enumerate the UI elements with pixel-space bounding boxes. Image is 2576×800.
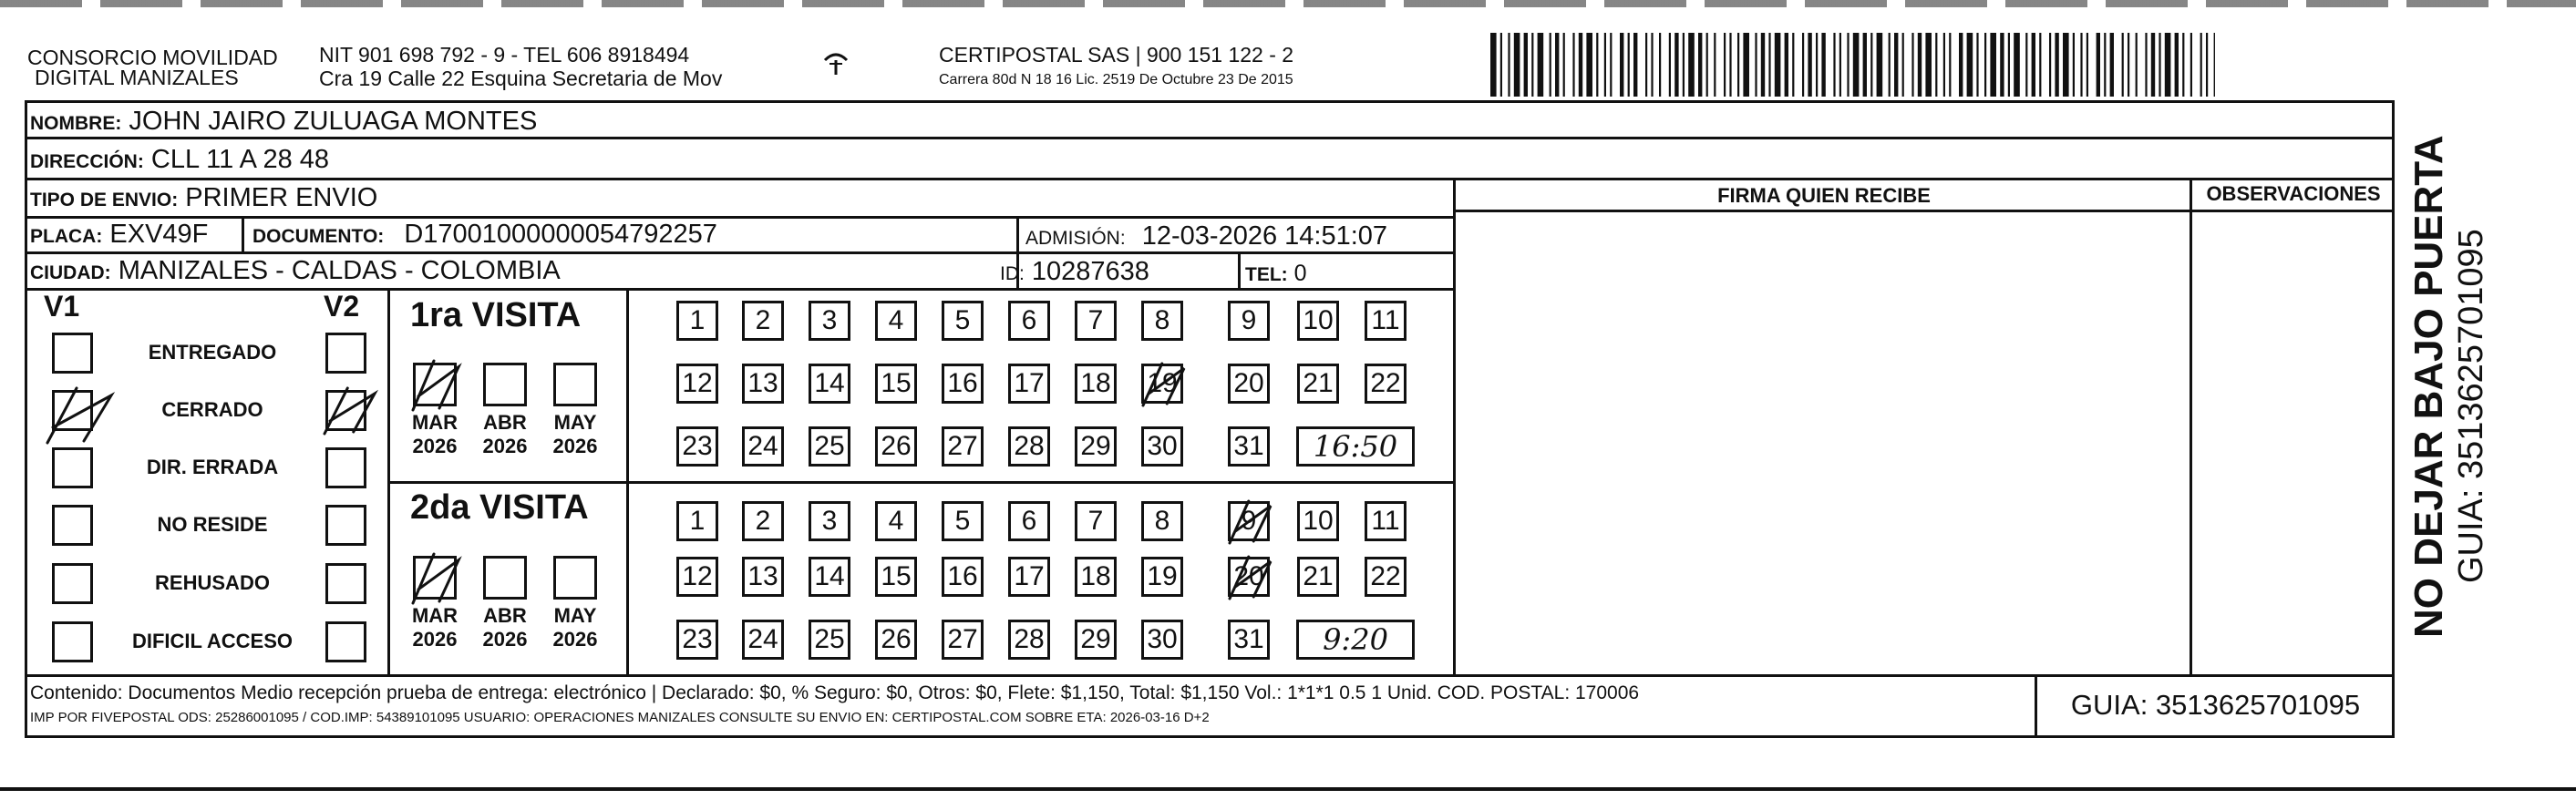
- status-label-4: NO RESIDE: [157, 513, 268, 536]
- visit2-days-day-7[interactable]: 7: [1075, 501, 1117, 541]
- company-name-line1: CONSORCIO MOVILIDAD: [27, 46, 278, 69]
- visit1-title: 1ra VISITA: [410, 296, 582, 334]
- v2-checkbox-2[interactable]: [325, 390, 366, 431]
- visit2-months-year-1: 2026: [412, 628, 458, 651]
- imp-line: IMP POR FIVEPOSTAL ODS: 25286001095 / COD.IMP: 54389101095 USUARIO: OPERACIONES MANIZALES CONSULTE SU ENVIO EN: CERTIPOSTAL.COM SOBRE ETA: 2026-03-16 D+2: [30, 710, 1210, 725]
- nombre-row: [30, 107, 537, 138]
- visit2-days-day-1[interactable]: 1: [676, 501, 718, 541]
- ciudad-label: CIUDAD:: [30, 262, 111, 283]
- no-dejar-bajo-puerta: NO DEJAR BAJO PUERTA: [2406, 135, 2451, 638]
- visit2-days-day-23[interactable]: 23: [676, 620, 718, 660]
- certipostal-address: Carrera 80d N 18 16 Lic. 2519 De Octubre 23 De 2015: [939, 72, 1293, 87]
- visit1-days-day-5[interactable]: 5: [942, 301, 984, 341]
- visit1-months-month-3: MAY: [553, 411, 597, 434]
- v2-checkbox-5[interactable]: [325, 563, 366, 604]
- visit2-months-label-3: [547, 604, 603, 651]
- v2-checkbox-6[interactable]: [325, 621, 366, 662]
- visit1-days-day-20[interactable]: 20: [1228, 364, 1270, 404]
- visit1-days-day-10[interactable]: 10: [1297, 301, 1339, 341]
- visit1-days-day-4[interactable]: 4: [875, 301, 917, 341]
- visit1-days-day-13[interactable]: 13: [742, 364, 784, 404]
- visit2-days-day-9[interactable]: 9: [1228, 501, 1270, 541]
- nombre-value: JOHN JAIRO ZULUAGA MONTES: [129, 107, 538, 136]
- visit1-months-label-2: [477, 411, 533, 458]
- visit1-days-day-3[interactable]: 3: [809, 301, 850, 341]
- tel-label: TEL:: [1245, 264, 1288, 285]
- admision-value: 12-03-2026 14:51:07: [1141, 221, 1388, 251]
- placa-label: PLACA:: [30, 226, 103, 247]
- visit1-days-day-23[interactable]: 23: [676, 426, 718, 467]
- visit2-days-day-13[interactable]: 13: [742, 557, 784, 597]
- visit1-months-box-3[interactable]: [553, 363, 597, 406]
- direccion-row: [30, 145, 329, 177]
- visit2-days-day-11[interactable]: 11: [1365, 501, 1406, 541]
- guia-box: GUIA: 3513625701095: [2070, 689, 2361, 721]
- visit2-months-label-1: [407, 604, 463, 651]
- visit2-days-day-29[interactable]: 29: [1075, 620, 1117, 660]
- visit1-days-day-30[interactable]: 30: [1141, 426, 1183, 467]
- v1-checkbox-3[interactable]: [52, 447, 93, 488]
- visit1-days-day-24[interactable]: 24: [742, 426, 784, 467]
- direccion-label: DIRECCIÓN:: [30, 151, 144, 172]
- torn-top-edge: [0, 0, 2576, 7]
- visit1-days-day-18[interactable]: 18: [1075, 364, 1117, 404]
- address-line: Cra 19 Calle 22 Esquina Secretaria de Mov: [319, 67, 723, 90]
- documento-value: D17001000000054792257: [404, 220, 717, 249]
- visit1-months-month-2: ABR: [483, 411, 527, 434]
- visit2-days-day-14[interactable]: 14: [809, 557, 850, 597]
- visit2-days-day-16[interactable]: 16: [942, 557, 984, 597]
- visit2-days-day-2[interactable]: 2: [742, 501, 784, 541]
- visit2-days-day-19[interactable]: 19: [1141, 557, 1183, 597]
- visit1-days-day-7[interactable]: 7: [1075, 301, 1117, 341]
- visit1-days-day-12[interactable]: 12: [676, 364, 718, 404]
- visit2-title: 2da VISITA: [410, 488, 589, 527]
- visit1-days-day-25[interactable]: 25: [809, 426, 850, 467]
- visit2-months-month-2: ABR: [483, 604, 527, 627]
- visit1-months-year-1: 2026: [412, 435, 458, 457]
- visit2-days-time[interactable]: 9:20: [1296, 620, 1415, 660]
- observaciones-label: OBSERVACIONES: [2206, 182, 2381, 205]
- visit1-days-day-28[interactable]: 28: [1008, 426, 1050, 467]
- visit2-days-day-4[interactable]: 4: [875, 501, 917, 541]
- bottom-rule: [0, 787, 2576, 791]
- visit1-days-day-26[interactable]: 26: [875, 426, 917, 467]
- status-label-5: REHUSADO: [155, 571, 270, 594]
- visit2-days-day-15[interactable]: 15: [875, 557, 917, 597]
- id-label: ID:: [1000, 263, 1025, 284]
- v2-checkbox-1[interactable]: [325, 333, 366, 374]
- side-guia: GUIA: 3513625701095: [2452, 229, 2490, 583]
- visit2-days-day-26[interactable]: 26: [875, 620, 917, 660]
- visit1-days-day-11[interactable]: 11: [1365, 301, 1406, 341]
- visit2-days-day-21[interactable]: 21: [1297, 557, 1339, 597]
- admision-field: [1025, 221, 1387, 253]
- v1-label: V1: [44, 290, 80, 323]
- visit1-days-day-21[interactable]: 21: [1297, 364, 1339, 404]
- barcode: [1490, 33, 2215, 97]
- visit1-days-day-1[interactable]: 1: [676, 301, 718, 341]
- visit1-days-day-31[interactable]: 31: [1228, 426, 1270, 467]
- admision-label: ADMISIÓN:: [1025, 228, 1126, 249]
- visit1-days-day-6[interactable]: 6: [1008, 301, 1050, 341]
- status-label-1: ENTREGADO: [148, 341, 277, 364]
- contenido-line: Contenido: Documentos Medio recepción prueba de entrega: electrónico | Declarado: $0, % Seguro: $0, Otros: $0, Flete: $1,150, Total: $1,150 Vol.: 1*1*1 0.5 1 Unid. COD. POSTAL: 170006: [30, 682, 1640, 703]
- visit1-days-day-14[interactable]: 14: [809, 364, 850, 404]
- visit2-days-day-27[interactable]: 27: [942, 620, 984, 660]
- id-value: 10287638: [1031, 257, 1149, 286]
- visit2-months-box-3[interactable]: [553, 556, 597, 600]
- status-label-6: DIFICIL ACCESO: [131, 630, 293, 652]
- v1-checkbox-4[interactable]: [52, 505, 93, 546]
- visit2-months-year-2: 2026: [482, 628, 528, 651]
- visit1-days-day-17[interactable]: 17: [1008, 364, 1050, 404]
- documento-label: DOCUMENTO:: [252, 226, 385, 247]
- visit2-days-day-30[interactable]: 30: [1141, 620, 1183, 660]
- visit1-months-year-3: 2026: [552, 435, 598, 457]
- certipostal-logo-icon: [820, 47, 851, 78]
- tipo-envio-value: PRIMER ENVIO: [185, 183, 378, 212]
- certipostal-line: CERTIPOSTAL SAS | 900 151 122 - 2: [939, 43, 1294, 67]
- visit2-days-day-17[interactable]: 17: [1008, 557, 1050, 597]
- visit1-days-time[interactable]: 16:50: [1296, 426, 1415, 467]
- visit1-days-day-19[interactable]: 19: [1141, 364, 1183, 404]
- visit2-months-box-1[interactable]: [413, 556, 457, 600]
- tel-value: 0: [1293, 261, 1307, 286]
- v1-checkbox-2[interactable]: [52, 390, 93, 431]
- visit1-days-day-2[interactable]: 2: [742, 301, 784, 341]
- v2-label: V2: [324, 290, 360, 323]
- visit1-days-day-15[interactable]: 15: [875, 364, 917, 404]
- v1-checkbox-1[interactable]: [52, 333, 93, 374]
- status-label-3: DIR. ERRADA: [146, 456, 279, 478]
- status-label-2: CERRADO: [161, 398, 263, 421]
- visit2-days-day-28[interactable]: 28: [1008, 620, 1050, 660]
- v2-checkbox-3[interactable]: [325, 447, 366, 488]
- visit2-days-day-12[interactable]: 12: [676, 557, 718, 597]
- tipo-envio-row: [30, 183, 377, 215]
- visit2-months-year-3: 2026: [552, 628, 598, 651]
- visit2-months-month-1: MAR: [411, 604, 459, 627]
- tipo-envio-label: TIPO DE ENVIO:: [30, 190, 179, 210]
- visit1-months-year-2: 2026: [482, 435, 528, 457]
- nombre-label: NOMBRE:: [30, 113, 122, 134]
- ciudad-value: MANIZALES - CALDAS - COLOMBIA: [118, 256, 561, 285]
- visit1-days-day-22[interactable]: 22: [1365, 364, 1406, 404]
- v1-checkbox-6[interactable]: [52, 621, 93, 662]
- visit1-months-month-1: MAR: [411, 411, 459, 434]
- visit1-months-box-1[interactable]: [413, 363, 457, 406]
- visit1-months-label-1: [407, 411, 463, 458]
- visit1-days-day-8[interactable]: 8: [1141, 301, 1183, 341]
- firma-label: FIRMA QUIEN RECIBE: [1717, 184, 1931, 207]
- tel-field: [1245, 259, 1307, 290]
- visit1-days-day-29[interactable]: 29: [1075, 426, 1117, 467]
- visit2-months-month-3: MAY: [553, 604, 597, 627]
- visit2-days-day-24[interactable]: 24: [742, 620, 784, 660]
- visit2-days-day-8[interactable]: 8: [1141, 501, 1183, 541]
- visit1-days-day-27[interactable]: 27: [942, 426, 984, 467]
- visit1-months-box-2[interactable]: [483, 363, 527, 406]
- documento-field: [252, 220, 717, 251]
- visit1-days-day-9[interactable]: 9: [1228, 301, 1270, 341]
- visit1-months-label-3: [547, 411, 603, 458]
- visit1-days-day-16[interactable]: 16: [942, 364, 984, 404]
- visit2-months-label-2: [477, 604, 533, 651]
- visit2-days-day-18[interactable]: 18: [1075, 557, 1117, 597]
- placa-value: EXV49F: [109, 220, 209, 249]
- visit2-days-day-20[interactable]: 20: [1228, 557, 1270, 597]
- v1-checkbox-5[interactable]: [52, 563, 93, 604]
- visit2-months-box-2[interactable]: [483, 556, 527, 600]
- visit2-days-day-5[interactable]: 5: [942, 501, 984, 541]
- visit2-days-day-22[interactable]: 22: [1365, 557, 1406, 597]
- visit2-days-day-31[interactable]: 31: [1228, 620, 1270, 660]
- direccion-value: CLL 11 A 28 48: [150, 145, 330, 174]
- visit2-days-day-25[interactable]: 25: [809, 620, 850, 660]
- nit-line: NIT 901 698 792 - 9 - TEL 606 8918494: [319, 43, 690, 67]
- company-name-line2: DIGITAL MANIZALES: [35, 66, 239, 89]
- placa-field: [30, 220, 208, 251]
- id-field: [1000, 257, 1149, 289]
- visit2-days-day-6[interactable]: 6: [1008, 501, 1050, 541]
- v2-checkbox-4[interactable]: [325, 505, 366, 546]
- visit2-days-day-10[interactable]: 10: [1297, 501, 1339, 541]
- visit2-days-day-3[interactable]: 3: [809, 501, 850, 541]
- ciudad-row: [30, 256, 561, 288]
